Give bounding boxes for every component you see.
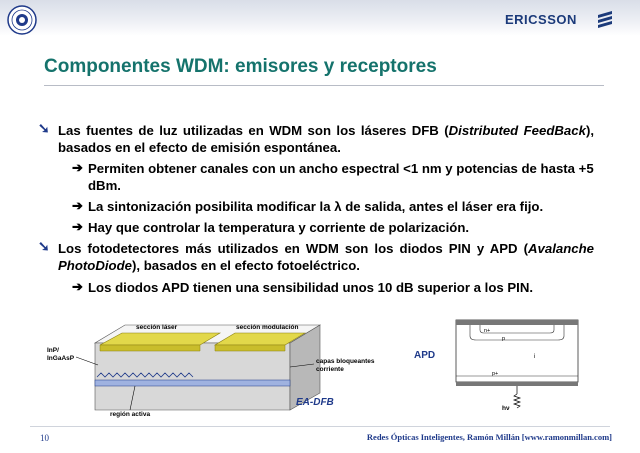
light-arrow-icon: [514, 394, 520, 408]
label-material-1: InP/: [47, 347, 59, 354]
ericsson-logo-icon: [596, 9, 614, 29]
label-blocking-1: capas bloqueantes: [316, 358, 375, 365]
label-p-plus: p+: [492, 371, 499, 377]
page-number: 10: [40, 433, 49, 443]
label-laser-section: sección láser: [136, 324, 178, 331]
apd-top-contact: [456, 320, 578, 325]
brand-logo-text: ERICSSON: [505, 12, 577, 27]
label-blocking-2: corriente: [316, 366, 344, 373]
bullet-1-sub-1: Permiten obtener canales con un ancho espectral <1 nm y potencias de hasta +5 dBm.: [88, 161, 594, 193]
title-divider: [44, 85, 604, 86]
label-material-2: InGaAsP: [47, 355, 75, 362]
ea-dfb-laser-diagram: [40, 315, 390, 420]
slide-title: Componentes WDM: emisores y receptores: [44, 56, 437, 77]
active-region-stripe: [95, 380, 290, 386]
sub-arrow-icon: ➔: [72, 160, 83, 175]
caption-ea-dfb: EA-DFB: [296, 397, 334, 408]
label-i: i: [534, 354, 536, 360]
label-hv: hν: [502, 405, 510, 412]
bullet-1-sub-2: La sintonización posibilita modificar la λ de salida, antes el láser era fijo.: [88, 199, 544, 214]
apd-diagram: [410, 312, 600, 422]
sub-arrow-icon: ➔: [72, 219, 83, 234]
footer-divider: [30, 426, 610, 427]
caption-apd: APD: [414, 350, 436, 361]
sub-arrow-icon: ➔: [72, 198, 83, 213]
apd-bottom-contact: [456, 382, 578, 386]
label-p: p: [502, 336, 506, 342]
bullet-1-sub-3: Hay que controlar la temperatura y corriente de polarización.: [88, 220, 470, 235]
label-modulator-section: sección modulación: [236, 324, 299, 331]
bullet-1-text: Las fuentes de luz utilizadas en WDM son los láseres DFB (Distributed FeedBack), basados en el efecto de emisión espontánea.: [58, 123, 594, 155]
apd-body: [456, 320, 578, 382]
sub-arrow-icon: ➔: [72, 279, 83, 294]
bullet-arrow-icon: ➘: [38, 238, 50, 254]
label-active-region: región activa: [110, 411, 151, 418]
bullet-2-sub-1: Los diodos APD tienen una sensibilidad unos 10 dB superior a los PIN.: [88, 280, 534, 295]
bullet-arrow-icon: ➘: [38, 120, 50, 136]
footer-credit: Redes Ópticas Inteligentes, Ramón Millán [www.ramonmillan.com]: [366, 432, 612, 442]
bullet-2-text: Los fotodetectores más utilizados en WDM son los diodos PIN y APD (Avalanche PhotoDiode), basados en el efecto fotoeléctrico.: [58, 241, 594, 273]
university-seal-icon: [7, 5, 37, 35]
label-n-plus: n+: [484, 328, 491, 334]
